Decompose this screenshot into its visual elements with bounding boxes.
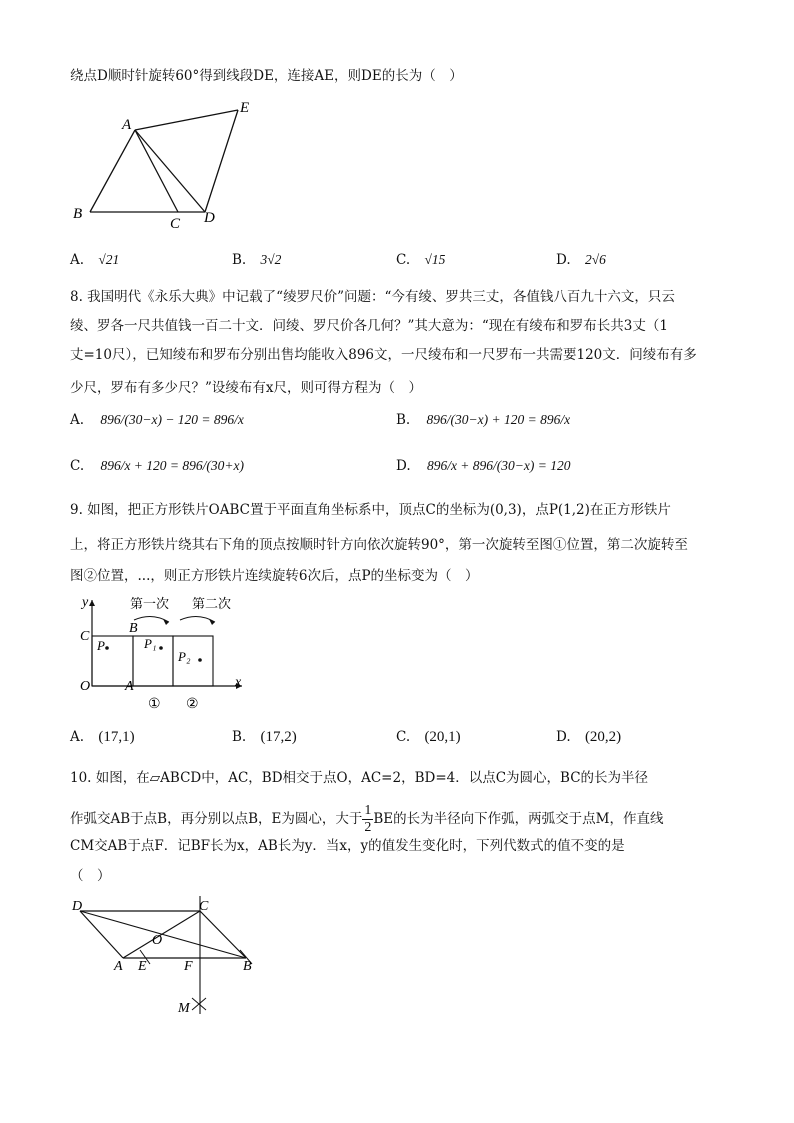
q9-line-3: 图②位置，...，则正方形铁片连续旋转6次后，点P的坐标变为（ ）	[70, 568, 479, 584]
option-letter: A.	[70, 252, 85, 268]
option-letter: B.	[232, 252, 247, 268]
q8-option-a[interactable]	[70, 410, 244, 430]
fig9-o-label: O	[80, 679, 91, 694]
option-text: (20,2)	[584, 729, 622, 745]
fig9-c-label: C	[80, 629, 90, 644]
fraction-numerator: 1	[364, 803, 372, 818]
q8-line-1: 8. 我国明代《永乐大典》中记载了“绫罗尺价”问题：“今有绫、罗共三丈，各值钱八百九十六文，只云	[70, 289, 675, 305]
option-letter: D.	[556, 252, 571, 268]
q8-line-3: 丈=10尺），已知绫布和罗布分别出售均能收入896文，一尺绫布和一尺罗布一共需要120文．问绫布有多	[70, 347, 697, 363]
fig9-x-label: x	[235, 675, 242, 690]
fig10-o-label: O	[152, 933, 163, 948]
option-text: 896/x + 896/(30−x) = 120	[426, 458, 571, 473]
q10-line-4: （ ）	[70, 868, 111, 884]
fig10-d-label: D	[72, 899, 83, 914]
fig10-c-label: C	[199, 899, 209, 914]
option-text: √21	[98, 252, 120, 267]
q7-option-c[interactable]	[396, 250, 445, 270]
option-letter: A.	[70, 412, 85, 428]
option-text: √15	[424, 252, 446, 267]
q10-line-2-part-a: 作弧交AB于点B，再分别以点B，E为圆心，大于	[70, 811, 363, 827]
option-letter: C.	[70, 458, 85, 474]
fig9-p1-label: P₁	[144, 636, 157, 651]
q9-line-1: 9. 如图，把正方形铁片OABC置于平面直角坐标系中，顶点C的坐标为(0,3)，点P(1,2)在正方形铁片	[70, 502, 671, 518]
fig10-f-label: F	[184, 959, 193, 974]
fig7-label-e: E	[240, 100, 250, 116]
option-text: (20,1)	[424, 729, 461, 745]
fig10-b-label: B	[243, 959, 252, 974]
fig9-a-label: A	[125, 679, 134, 694]
option-text: 896/(30−x) − 120 = 896/x	[100, 412, 244, 427]
option-text: 3√2	[260, 252, 282, 267]
q7-option-a[interactable]	[70, 250, 119, 270]
fig7-label-a: A	[122, 117, 132, 133]
q7-option-d[interactable]	[556, 250, 606, 270]
q10-line-2	[70, 800, 663, 838]
fig9-b-label: B	[129, 621, 138, 636]
q8-option-b[interactable]	[396, 410, 570, 430]
option-text: 2√6	[584, 252, 606, 267]
fig9-y-label: y	[82, 595, 89, 610]
q7-option-b[interactable]	[232, 250, 281, 270]
q9-option-c[interactable]	[396, 727, 461, 747]
fig10-m-label: M	[178, 1001, 190, 1016]
option-letter: A.	[70, 729, 85, 745]
option-letter: D.	[396, 458, 411, 474]
option-letter: B.	[396, 412, 411, 428]
q10-line-2-part-b: BE的长为半径向下作弧，两弧交于点M，作直线	[373, 811, 664, 827]
q10-line-3: CM交AB于点F．记BF长为x，AB长为y．当x，y的值发生变化时，下列代数式的值不变的是	[70, 838, 625, 854]
option-letter: B.	[232, 729, 247, 745]
fig9-circle-1: ①	[148, 697, 161, 712]
fig7-label-c: C	[170, 216, 181, 232]
q8-line-4: 少尺，罗布有多少尺？”设绫布有x尺，则可得方程为（ ）	[70, 380, 423, 396]
fig9-second-label: 第二次	[192, 596, 232, 611]
q7-figure	[68, 96, 268, 236]
option-letter: C.	[396, 729, 411, 745]
q9-option-d[interactable]	[556, 727, 621, 747]
q8-option-d[interactable]	[396, 456, 571, 476]
one-half-fraction	[362, 803, 373, 836]
fraction-denominator: 2	[364, 820, 372, 835]
q9-option-b[interactable]	[232, 727, 297, 747]
fig9-circle-2: ②	[186, 697, 199, 712]
fig10-e-label: E	[138, 959, 147, 974]
option-letter: D.	[556, 729, 571, 745]
option-text: 896/(30−x) + 120 = 896/x	[426, 412, 571, 427]
fig10-a-label: A	[114, 959, 123, 974]
option-letter: C.	[396, 252, 411, 268]
q10-line-1: 10. 如图，在▱ABCD中，AC，BD相交于点O，AC=2，BD=4．以点C为圆心，BC的长为半径	[70, 770, 649, 786]
q7-stem: 绕点D顺时针旋转60°得到线段DE，连接AE，则DE的长为（ ）	[70, 68, 463, 84]
q9-option-a[interactable]	[70, 727, 135, 747]
fig7-label-d: D	[204, 210, 215, 226]
option-text: (17,1)	[98, 729, 135, 745]
fig9-p2-label: P₂	[178, 649, 191, 664]
fig9-p-label: P	[97, 638, 105, 653]
fig7-label-b: B	[73, 206, 83, 222]
option-text: 896/x + 120 = 896/(30+x)	[100, 458, 244, 473]
q10-figure	[68, 892, 268, 1022]
q8-line-2: 绫、罗各一尺共值钱一百二十文．问绫、罗尺价各几何？”其大意为：“现在有绫布和罗布长共3丈（1	[70, 318, 668, 334]
q8-option-c[interactable]	[70, 456, 244, 476]
q9-line-2: 上，将正方形铁片绕其右下角的顶点按顺时针方向依次旋转90°，第一次旋转至图①位置，第二次旋转至	[70, 537, 688, 553]
q9-figure	[72, 590, 262, 720]
option-text: (17,2)	[260, 729, 297, 745]
fig9-first-label: 第一次	[130, 596, 170, 611]
